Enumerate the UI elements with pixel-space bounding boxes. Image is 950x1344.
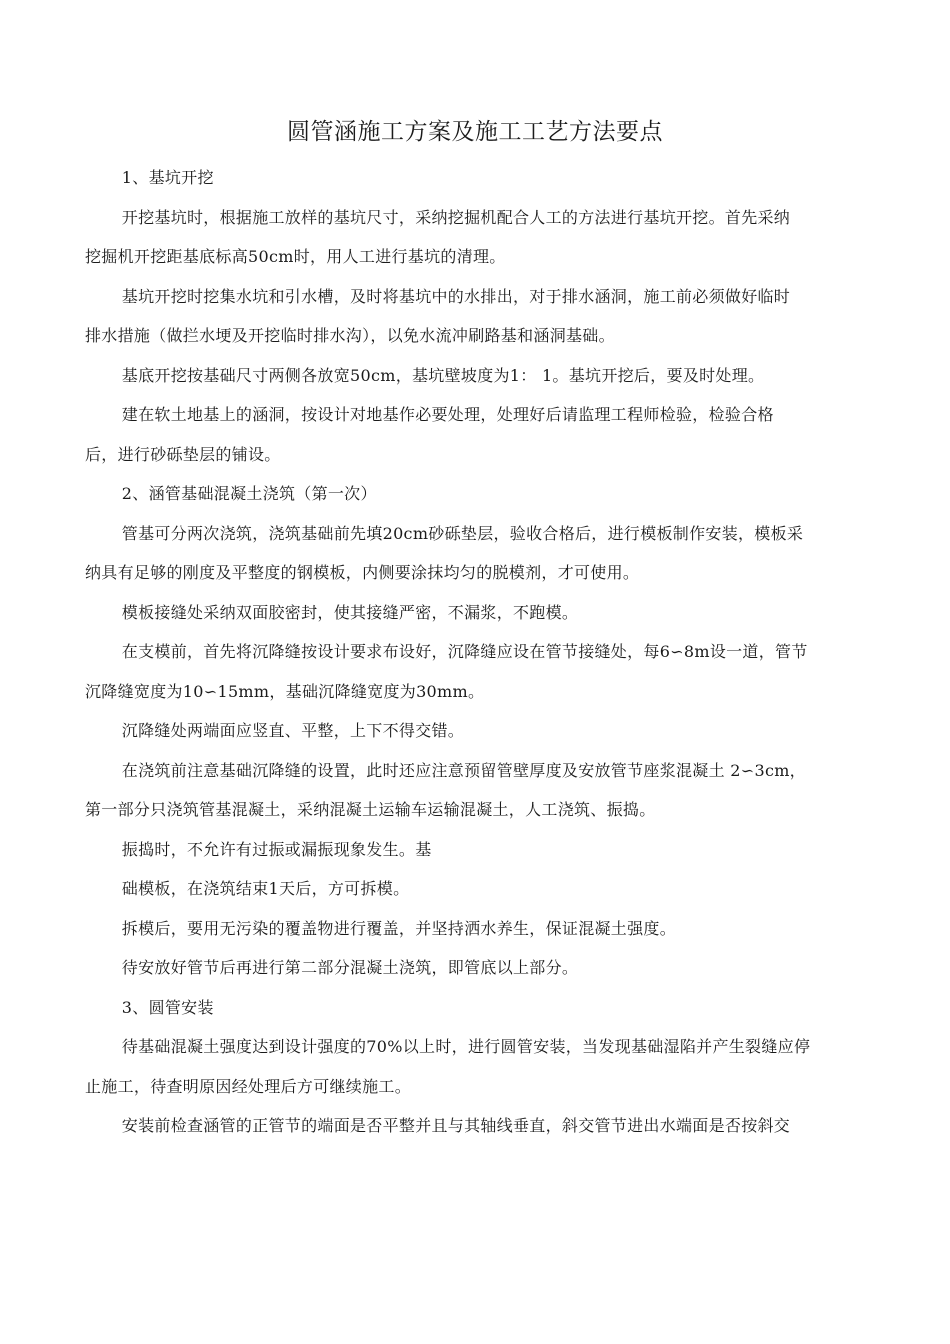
text-line: 基底开挖按基础尺寸两侧各放宽50cm，基坑壁坡度为1： 1。基坑开挖后，要及时处理。 [121,365,765,385]
paragraph [85,356,885,396]
paragraph [85,632,885,711]
text-line: 在浇筑前注意基础沉降缝的设置，此时还应注意预留管壁厚度及安放管节座浆混凝土 2∽3cm， [121,760,806,780]
section-heading [85,158,885,198]
paragraph [85,869,885,909]
paragraph [85,198,885,277]
document-body [85,158,885,1146]
text-line: 模板接缝处采纳双面胶密封，使其接缝严密，不漏浆，不跑模。 [121,602,579,622]
paragraph [85,593,885,633]
section-heading [85,988,885,1028]
text-line: 第一部分只浇筑管基混凝土，采纳混凝土运输车运输混凝土，人工浇筑、振捣。 [85,800,656,819]
text-line: 待安放好管节后再进行第二部分混凝土浇筑，即管底以上部分。 [121,958,579,977]
paragraph [85,1027,885,1106]
text-line: 振捣时，不允许有过振或漏振现象发生。基 [121,839,432,859]
paragraph [85,1106,885,1146]
section-heading [85,474,885,514]
text-line: 安装前检查涵管的正管节的端面是否平整并且与其轴线垂直，斜交管节进出水端面是否按斜交 [121,1116,791,1135]
text-line: 基坑开挖时挖集水坑和引水槽，及时将基坑中的水排出，对于排水涵洞，施工前必须做好临时 [121,286,791,306]
document-title: 圆管涵施工方案及施工工艺方法要点 [287,119,663,145]
text-line: 础模板，在浇筑结束1天后，方可拆模。 [121,879,410,898]
paragraph [85,277,885,356]
text-line: 排水措施（做拦水埂及开挖临时排水沟），以免水流冲刷路基和涵洞基础。 [85,326,615,345]
paragraph [85,711,885,751]
paragraph [85,395,885,474]
text-line: 在支模前，首先将沉降缝按设计要求布设好，沉降缝应设在管节接缝处，每6∽8m设一道，管节 [121,642,808,661]
paragraph [85,514,885,593]
text-line: 后，进行砂砾垫层的铺设。 [85,444,281,464]
text-line: 纳具有足够的刚度及平整度的钢模板，内侧要涂抹均匀的脱模剂，才可使用。 [85,563,640,582]
text-line: 3、圆管安装 [121,997,214,1017]
text-line: 待基础混凝土强度达到设计强度的70%以上时，进行圆管安装，当发现基础湿陷并产生裂缝应停 [121,1037,811,1056]
paragraph [85,830,885,870]
text-line: 拆模后，要用无污染的覆盖物进行覆盖，并坚持洒水养生，保证混凝土强度。 [121,918,676,938]
text-line: 挖掘机开挖距基底标高50cm时，用人工进行基坑的清理。 [85,247,506,266]
paragraph [85,909,885,949]
text-line: 止施工，待查明原因经处理后方可继续施工。 [85,1076,412,1096]
paragraph [85,751,885,830]
text-line: 2、涵管基础混凝土浇筑（第一次） [121,484,377,503]
paragraph [85,948,885,988]
text-line: 1、基坑开挖 [121,168,214,187]
text-line: 沉降缝处两端面应竖直、平整，上下不得交错。 [121,721,465,740]
text-line: 沉降缝宽度为10∽15mm，基础沉降缝宽度为30mm。 [85,681,485,701]
text-line: 管基可分两次浇筑，浇筑基础前先填20cm砂砾垫层，验收合格后，进行模板制作安装，模板采 [121,523,804,543]
text-line: 开挖基坑时，根据施工放样的基坑尺寸，采纳挖掘机配合人工的方法进行基坑开挖。首先采纳 [121,207,791,227]
text-line: 建在软土地基上的涵洞，按设计对地基作必要处理，处理好后请监理工程师检验，检验合格 [121,405,774,424]
